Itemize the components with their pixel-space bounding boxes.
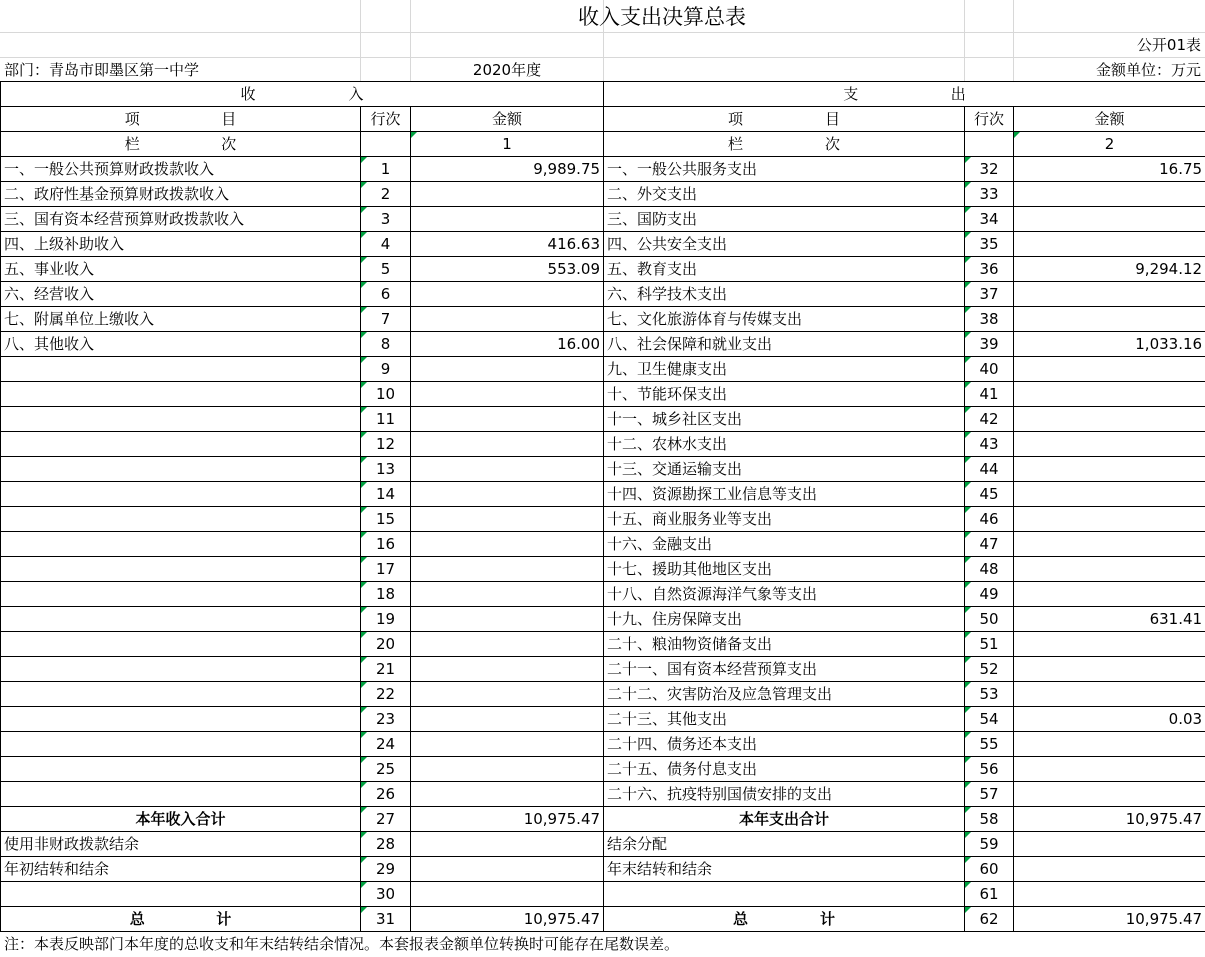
income-amount: [411, 757, 604, 782]
table-row: [1, 482, 1205, 507]
expense-total-amount: 10,975.47: [1014, 907, 1205, 932]
expense-item-label: 十八、自然资源海洋气象等支出: [604, 582, 965, 607]
income-line-no: 2: [361, 182, 411, 207]
income-line-no: 19: [361, 607, 411, 632]
income-item-label: [1, 607, 361, 632]
fiscal-year: 2020年度: [472, 61, 542, 79]
table-row: [1, 432, 1205, 457]
expense-item-label: 一、一般公共服务支出: [604, 157, 965, 182]
expense-item-label: 七、文化旅游体育与传媒支出: [604, 307, 965, 332]
expense-line-no: 33: [965, 182, 1014, 207]
income-section-header: 收 入: [1, 82, 604, 107]
expense-amount: [1014, 532, 1205, 557]
table-row: [1, 582, 1205, 607]
income-amount: [411, 682, 604, 707]
expense-item-label: 二十四、债务还本支出: [604, 732, 965, 757]
expense-amount: [1014, 732, 1205, 757]
expense-column-index-label: 栏 次: [604, 132, 965, 157]
expense-column-index-blank: [965, 132, 1014, 157]
expense-amount: 1,033.16: [1014, 332, 1205, 357]
expense-item-label: 二十六、抗疫特别国债安排的支出: [604, 782, 965, 807]
expense-line-no: 39: [965, 332, 1014, 357]
expense-amount: 10,975.47: [1014, 807, 1205, 832]
table-row: [1, 457, 1205, 482]
income-amount: 553.09: [411, 257, 604, 282]
income-line-no: 7: [361, 307, 411, 332]
income-line-no: 21: [361, 657, 411, 682]
expense-line-no: 40: [965, 357, 1014, 382]
expense-item-label: 二十三、其他支出: [604, 707, 965, 732]
table-row: [1, 707, 1205, 732]
expense-line-no: 60: [965, 857, 1014, 882]
income-amount: [411, 607, 604, 632]
income-amount: [411, 207, 604, 232]
income-item-label: [1, 482, 361, 507]
income-column-index-blank: [361, 132, 411, 157]
income-line-no: 22: [361, 682, 411, 707]
income-item-label: [1, 782, 361, 807]
expense-amount: 9,294.12: [1014, 257, 1205, 282]
income-line-no: 28: [361, 832, 411, 857]
income-line-no-header: 行次: [361, 107, 411, 132]
income-amount: [411, 307, 604, 332]
expense-amount: [1014, 682, 1205, 707]
income-amount: [411, 457, 604, 482]
table-row: [1, 282, 1205, 307]
table-row: [1, 632, 1205, 657]
expense-amount: 631.41: [1014, 607, 1205, 632]
income-item-label: 四、上级补助收入: [1, 232, 361, 257]
income-amount-header: 金额: [411, 107, 604, 132]
table-row: [1, 207, 1205, 232]
expense-item-label: 五、教育支出: [604, 257, 965, 282]
table-row: [1, 832, 1205, 857]
expense-item-label: 六、科学技术支出: [604, 282, 965, 307]
expense-line-no: 34: [965, 207, 1014, 232]
expense-line-no: 47: [965, 532, 1014, 557]
income-item-header: 项 目: [1, 107, 361, 132]
table-row: [1, 257, 1205, 282]
expense-amount: [1014, 282, 1205, 307]
income-line-no: 10: [361, 382, 411, 407]
income-item-label: 使用非财政拨款结余: [1, 832, 361, 857]
income-amount: [411, 657, 604, 682]
expense-item-label: 二十、粮油物资储备支出: [604, 632, 965, 657]
income-item-label: [1, 682, 361, 707]
expense-item-label: 二十二、灾害防治及应急管理支出: [604, 682, 965, 707]
expense-item-label: 二十五、债务付息支出: [604, 757, 965, 782]
income-item-label: 二、政府性基金预算财政拨款收入: [1, 182, 361, 207]
expense-line-no: 52: [965, 657, 1014, 682]
table-row: [1, 657, 1205, 682]
income-line-no: 4: [361, 232, 411, 257]
expense-amount: [1014, 457, 1205, 482]
expense-line-no-header: 行次: [965, 107, 1014, 132]
expense-item-label: 十六、金融支出: [604, 532, 965, 557]
income-item-label: [1, 457, 361, 482]
income-line-no: 27: [361, 807, 411, 832]
income-item-label: 八、其他收入: [1, 332, 361, 357]
income-line-no: 15: [361, 507, 411, 532]
expense-line-no: 54: [965, 707, 1014, 732]
expense-line-no: 57: [965, 782, 1014, 807]
expense-line-no: 43: [965, 432, 1014, 457]
table-row: [1, 407, 1205, 432]
income-amount: 10,975.47: [411, 807, 604, 832]
income-line-no: 16: [361, 532, 411, 557]
expense-item-label: 十九、住房保障支出: [604, 607, 965, 632]
expense-amount: [1014, 632, 1205, 657]
expense-amount: [1014, 832, 1205, 857]
income-line-no: 11: [361, 407, 411, 432]
income-item-label: 六、经营收入: [1, 282, 361, 307]
expense-amount: [1014, 182, 1205, 207]
expense-line-no: 61: [965, 882, 1014, 907]
income-amount: 416.63: [411, 232, 604, 257]
income-amount: [411, 707, 604, 732]
expense-amount: [1014, 307, 1205, 332]
expense-amount: [1014, 882, 1205, 907]
expense-amount: [1014, 757, 1205, 782]
income-item-label: [1, 757, 361, 782]
income-amount: [411, 882, 604, 907]
expense-line-no: 45: [965, 482, 1014, 507]
expense-item-header: 项 目: [604, 107, 965, 132]
expense-column-index: 2: [1014, 132, 1205, 157]
income-amount: [411, 282, 604, 307]
income-line-no: 25: [361, 757, 411, 782]
expense-amount: [1014, 782, 1205, 807]
expense-total-label: 总 计: [604, 907, 965, 932]
expense-item-label: 十、节能环保支出: [604, 382, 965, 407]
income-item-label: [1, 507, 361, 532]
income-line-no: 5: [361, 257, 411, 282]
table-row: [1, 532, 1205, 557]
expense-amount: [1014, 582, 1205, 607]
expense-line-no: 32: [965, 157, 1014, 182]
table-row: [1, 882, 1205, 907]
table-row: [1, 782, 1205, 807]
income-amount: [411, 832, 604, 857]
income-item-label: [1, 407, 361, 432]
total-row: [1, 907, 1205, 932]
expense-item-label: 八、社会保障和就业支出: [604, 332, 965, 357]
expense-amount: [1014, 857, 1205, 882]
income-amount: [411, 357, 604, 382]
income-item-label: 七、附属单位上缴收入: [1, 307, 361, 332]
expense-line-no: 53: [965, 682, 1014, 707]
income-item-label: [1, 882, 361, 907]
income-amount: 9,989.75: [411, 157, 604, 182]
income-amount: [411, 382, 604, 407]
expense-item-label: 十二、农林水支出: [604, 432, 965, 457]
expense-amount: [1014, 432, 1205, 457]
expense-amount-header: 金额: [1014, 107, 1205, 132]
income-item-label: 一、一般公共预算财政拨款收入: [1, 157, 361, 182]
income-amount: [411, 782, 604, 807]
expense-amount: [1014, 507, 1205, 532]
expense-line-no: 37: [965, 282, 1014, 307]
expense-line-no: 51: [965, 632, 1014, 657]
income-line-no: 6: [361, 282, 411, 307]
income-item-label: [1, 382, 361, 407]
income-item-label: [1, 532, 361, 557]
income-line-no: 20: [361, 632, 411, 657]
income-line-no: 18: [361, 582, 411, 607]
expense-amount: [1014, 207, 1205, 232]
expense-item-label: [604, 882, 965, 907]
table-row: [1, 682, 1205, 707]
income-amount: 16.00: [411, 332, 604, 357]
expense-line-no: 56: [965, 757, 1014, 782]
income-column-index-label: 栏 次: [1, 132, 361, 157]
expense-item-label: 十三、交通运输支出: [604, 457, 965, 482]
income-amount: [411, 857, 604, 882]
expense-item-label: 结余分配: [604, 832, 965, 857]
income-line-no: 13: [361, 457, 411, 482]
expense-total-line-no: 62: [965, 907, 1014, 932]
table-row: [1, 357, 1205, 382]
income-line-no: 9: [361, 357, 411, 382]
expense-item-label: 二、外交支出: [604, 182, 965, 207]
income-amount: [411, 557, 604, 582]
expense-line-no: 49: [965, 582, 1014, 607]
income-item-label: [1, 657, 361, 682]
table-row: [1, 857, 1205, 882]
expense-item-label: 本年支出合计: [604, 807, 965, 832]
income-amount: [411, 407, 604, 432]
income-item-label: [1, 432, 361, 457]
income-item-label: [1, 557, 361, 582]
table-row: [1, 157, 1205, 182]
expense-item-label: 十四、资源勘探工业信息等支出: [604, 482, 965, 507]
income-item-label: [1, 582, 361, 607]
expense-section-header: 支 出: [604, 82, 1205, 107]
expense-amount: [1014, 657, 1205, 682]
income-item-label: [1, 732, 361, 757]
table-row: [1, 382, 1205, 407]
income-line-no: 26: [361, 782, 411, 807]
table-row: [1, 182, 1205, 207]
income-item-label: 年初结转和结余: [1, 857, 361, 882]
expense-item-label: 十七、援助其他地区支出: [604, 557, 965, 582]
income-line-no: 12: [361, 432, 411, 457]
footnote: 注：本表反映部门本年度的总收支和年末结转结余情况。本套报表金额单位转换时可能存在尾数误差。: [4, 935, 680, 953]
table-row: [1, 757, 1205, 782]
expense-amount: [1014, 482, 1205, 507]
expense-item-label: 四、公共安全支出: [604, 232, 965, 257]
income-line-no: 29: [361, 857, 411, 882]
expense-line-no: 44: [965, 457, 1014, 482]
income-line-no: 24: [361, 732, 411, 757]
table-row: [1, 507, 1205, 532]
expense-item-label: 十一、城乡社区支出: [604, 407, 965, 432]
department-label: 部门：青岛市即墨区第一中学: [4, 61, 200, 79]
table-row: [1, 232, 1205, 257]
expense-line-no: 48: [965, 557, 1014, 582]
income-line-no: 30: [361, 882, 411, 907]
expense-line-no: 41: [965, 382, 1014, 407]
income-amount: [411, 632, 604, 657]
income-item-label: 三、国有资本经营预算财政拨款收入: [1, 207, 361, 232]
report-title: 收入支出决算总表: [578, 5, 746, 29]
expense-line-no: 46: [965, 507, 1014, 532]
income-item-label: 本年收入合计: [1, 807, 361, 832]
expense-line-no: 58: [965, 807, 1014, 832]
amount-unit: 金额单位：万元: [1095, 61, 1201, 79]
expense-line-no: 55: [965, 732, 1014, 757]
income-amount: [411, 432, 604, 457]
table-row: [1, 732, 1205, 757]
income-expense-table: [0, 81, 1205, 932]
form-number: 公开01表: [1136, 36, 1201, 54]
income-amount: [411, 732, 604, 757]
income-line-no: 8: [361, 332, 411, 357]
expense-amount: 0.03: [1014, 707, 1205, 732]
income-line-no: 17: [361, 557, 411, 582]
income-item-label: [1, 632, 361, 657]
income-amount: [411, 532, 604, 557]
table-row: [1, 332, 1205, 357]
expense-amount: [1014, 557, 1205, 582]
income-total-amount: 10,975.47: [411, 907, 604, 932]
expense-line-no: 38: [965, 307, 1014, 332]
income-column-index: 1: [411, 132, 604, 157]
income-item-label: [1, 357, 361, 382]
income-amount: [411, 182, 604, 207]
expense-line-no: 59: [965, 832, 1014, 857]
expense-line-no: 50: [965, 607, 1014, 632]
expense-amount: [1014, 357, 1205, 382]
income-total-line-no: 31: [361, 907, 411, 932]
expense-line-no: 42: [965, 407, 1014, 432]
income-amount: [411, 507, 604, 532]
expense-item-label: 九、卫生健康支出: [604, 357, 965, 382]
income-line-no: 14: [361, 482, 411, 507]
income-line-no: 1: [361, 157, 411, 182]
section-header-row: [1, 82, 1205, 107]
expense-amount: [1014, 232, 1205, 257]
expense-amount: [1014, 382, 1205, 407]
income-total-label: 总 计: [1, 907, 361, 932]
income-amount: [411, 482, 604, 507]
expense-line-no: 36: [965, 257, 1014, 282]
expense-item-label: 二十一、国有资本经营预算支出: [604, 657, 965, 682]
column-header-row: [1, 107, 1205, 132]
expense-item-label: 年末结转和结余: [604, 857, 965, 882]
income-amount: [411, 582, 604, 607]
expense-item-label: 三、国防支出: [604, 207, 965, 232]
expense-amount: 16.75: [1014, 157, 1205, 182]
income-item-label: [1, 707, 361, 732]
expense-line-no: 35: [965, 232, 1014, 257]
expense-item-label: 十五、商业服务业等支出: [604, 507, 965, 532]
income-line-no: 23: [361, 707, 411, 732]
table-row: [1, 807, 1205, 832]
income-item-label: 五、事业收入: [1, 257, 361, 282]
income-line-no: 3: [361, 207, 411, 232]
table-row: [1, 307, 1205, 332]
column-index-row: [1, 132, 1205, 157]
table-row: [1, 557, 1205, 582]
expense-amount: [1014, 407, 1205, 432]
table-row: [1, 607, 1205, 632]
